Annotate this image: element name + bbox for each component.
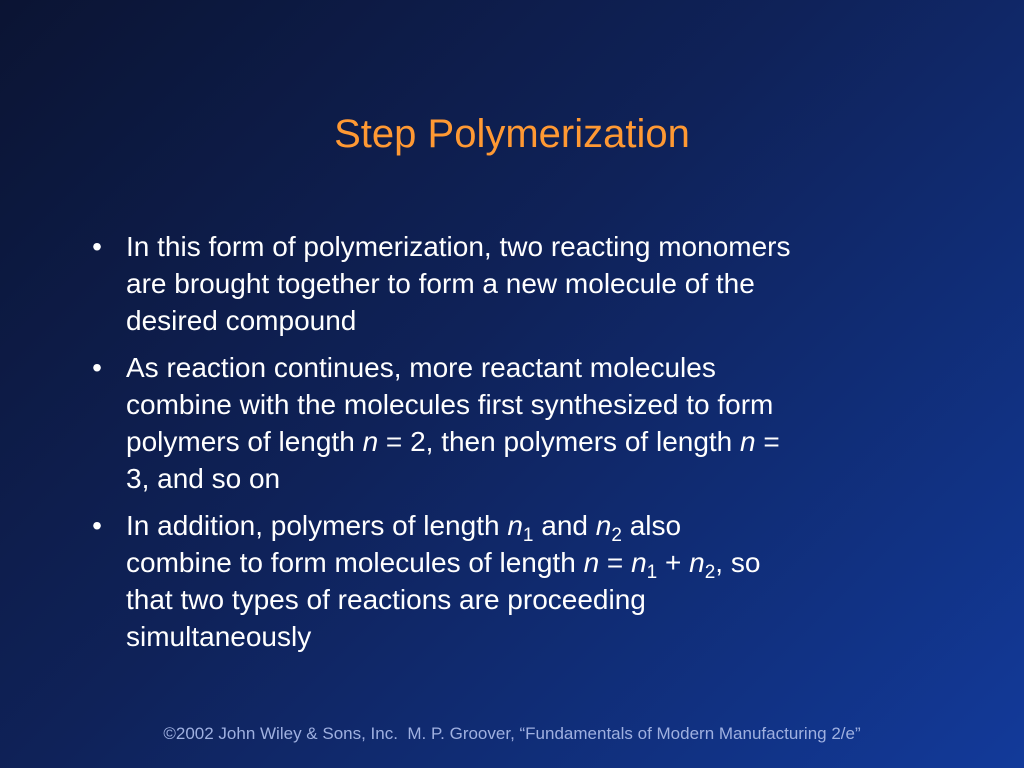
bullet-icon: • (92, 352, 102, 383)
text-fragment: In addition, polymers of length (126, 510, 508, 541)
bullet-3-line-3: that two types of reactions are proceeding (126, 584, 646, 615)
copyright-footer: ©2002 John Wiley & Sons, Inc. M. P. Groover, “Fundamentals of Modern Manufacturing 2/e” (163, 724, 861, 743)
variable-n: n (689, 547, 705, 578)
bullet-3-line-2 (126, 544, 947, 581)
bullet-icon: • (92, 231, 102, 262)
bullet-list (87, 228, 947, 665)
bullet-icon: • (92, 510, 102, 541)
text-fragment: = 2, then polymers of length (378, 426, 741, 457)
slide-title: Step Polymerization (334, 112, 690, 156)
variable-n: n (583, 547, 600, 578)
bullet-2-line-4: 3, and so on (126, 463, 281, 494)
bullet-2-line-1: As reaction continues, more reactant molecules (126, 352, 716, 383)
text-fragment: polymers of length (126, 426, 363, 457)
variable-n: n (362, 426, 379, 457)
bullet-2-line-2: combine with the molecules first synthesized to form (126, 389, 774, 420)
variable-n: n (595, 510, 612, 541)
bullet-1-line-3: desired compound (126, 305, 357, 336)
subscript: 2 (611, 525, 622, 546)
text-fragment: and (533, 510, 596, 541)
text-fragment: = (755, 426, 780, 457)
subscript: 1 (522, 525, 534, 546)
text-fragment: , so (715, 547, 761, 578)
bullet-item-1 (87, 228, 947, 339)
text-fragment: combine to form molecules of length (126, 547, 584, 578)
bullet-item-2 (87, 349, 947, 497)
variable-n: n (507, 510, 523, 541)
bullet-3-line-4: simultaneously (126, 621, 312, 652)
subscript: 1 (646, 562, 658, 583)
text-fragment: = (599, 547, 632, 578)
text-fragment: also (621, 510, 682, 541)
variable-n: n (631, 547, 647, 578)
variable-n: n (740, 426, 756, 457)
text-fragment: + (657, 547, 690, 578)
subscript: 2 (704, 562, 716, 583)
bullet-item-3 (87, 507, 947, 655)
bullet-1-line-1: In this form of polymerization, two reacting monomers (126, 231, 791, 262)
bullet-3-line-1 (126, 507, 947, 544)
bullet-2-line-3 (126, 423, 947, 460)
bullet-1-line-2: are brought together to form a new molecule of the (126, 268, 755, 299)
